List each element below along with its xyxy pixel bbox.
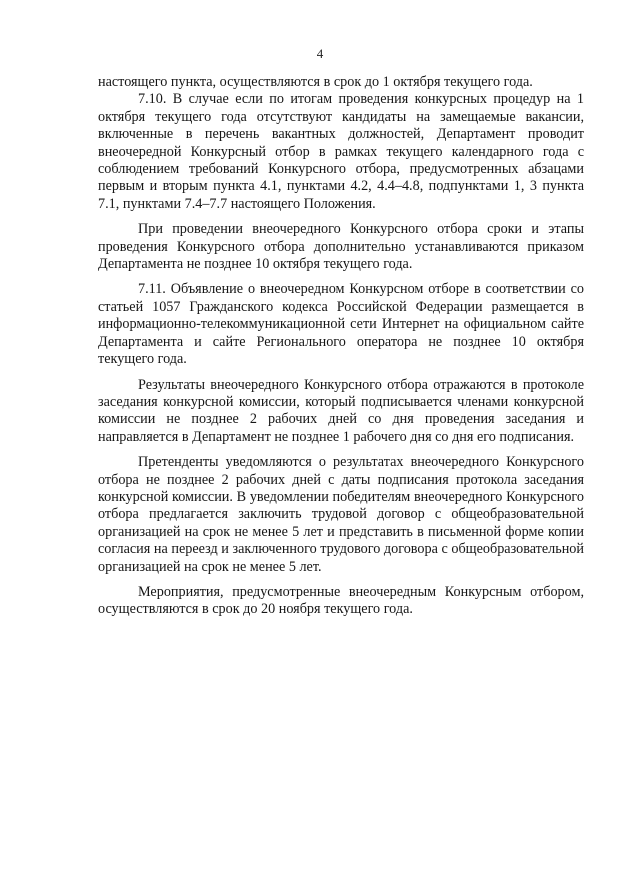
paragraph-notification: Претенденты уведомляются о результатах внеочередного Конкурсного отбора не позднее 2 рабочих дней с даты подписания протокола заседания конкурсной комиссии. В уведомлении победителям внеочередного Конкурсного отбора предлагается заключить трудовой договор с общеобразовательной организацией на срок не менее 5 лет и представить в письменной форме копии согласия на переезд и заключенного трудового договора с общеобразовательной организацией на срок не менее 5 лет.: [98, 454, 584, 575]
paragraph-continuation: настоящего пункта, осуществляются в срок до 1 октября текущего года.: [98, 74, 533, 90]
paragraph-extra-selection-terms: При проведении внеочередного Конкурсного отбора сроки и этапы проведения Конкурсного отбора дополнительно устанавливаются приказом Департамента не позднее 10 октября текущего года.: [98, 221, 584, 273]
paragraph-7-10: 7.10. В случае если по итогам проведения конкурсных процедур на 1 октября текущего года отсутствуют кандидаты на замещаемые вакансии, включенные в перечень вакантных должностей, Департамент проводит внеочередной Конкурсный отбор в рамках текущего календарного года с соблюдением требований Конкурсного отбора, предусмотренных абзацами первым и вторым пункта 4.1, пунктами 4.2, 4.4–4.8, подпунктами 1, 3 пункта 7.1, пунктами 7.4–7.7 настоящего Положения.: [98, 91, 584, 212]
page-number: 4: [316, 46, 324, 61]
paragraph-7-11: 7.11. Объявление о внеочередном Конкурсном отборе в соответствии со статьей 1057 Гражданского кодекса Российской Федерации размещается в информационно-телекоммуникационной сети Интернет на официальном сайте Департамента и сайте Регионального оператора не позднее 10 октября текущего года.: [98, 281, 584, 368]
paragraph-results: Результаты внеочередного Конкурсного отбора отражаются в протоколе заседания конкурсной комиссии, который подписывается членами конкурсной комиссии не позднее 2 рабочих дней со дня проведения заседания и направляется в Департамент не позднее 1 рабочего дня со дня его подписания.: [98, 376, 584, 445]
document-body: [98, 74, 584, 619]
paragraph-deadline: Мероприятия, предусмотренные внеочередным Конкурсным отбором, осуществляются в срок до 20 ноября текущего года.: [98, 583, 584, 618]
